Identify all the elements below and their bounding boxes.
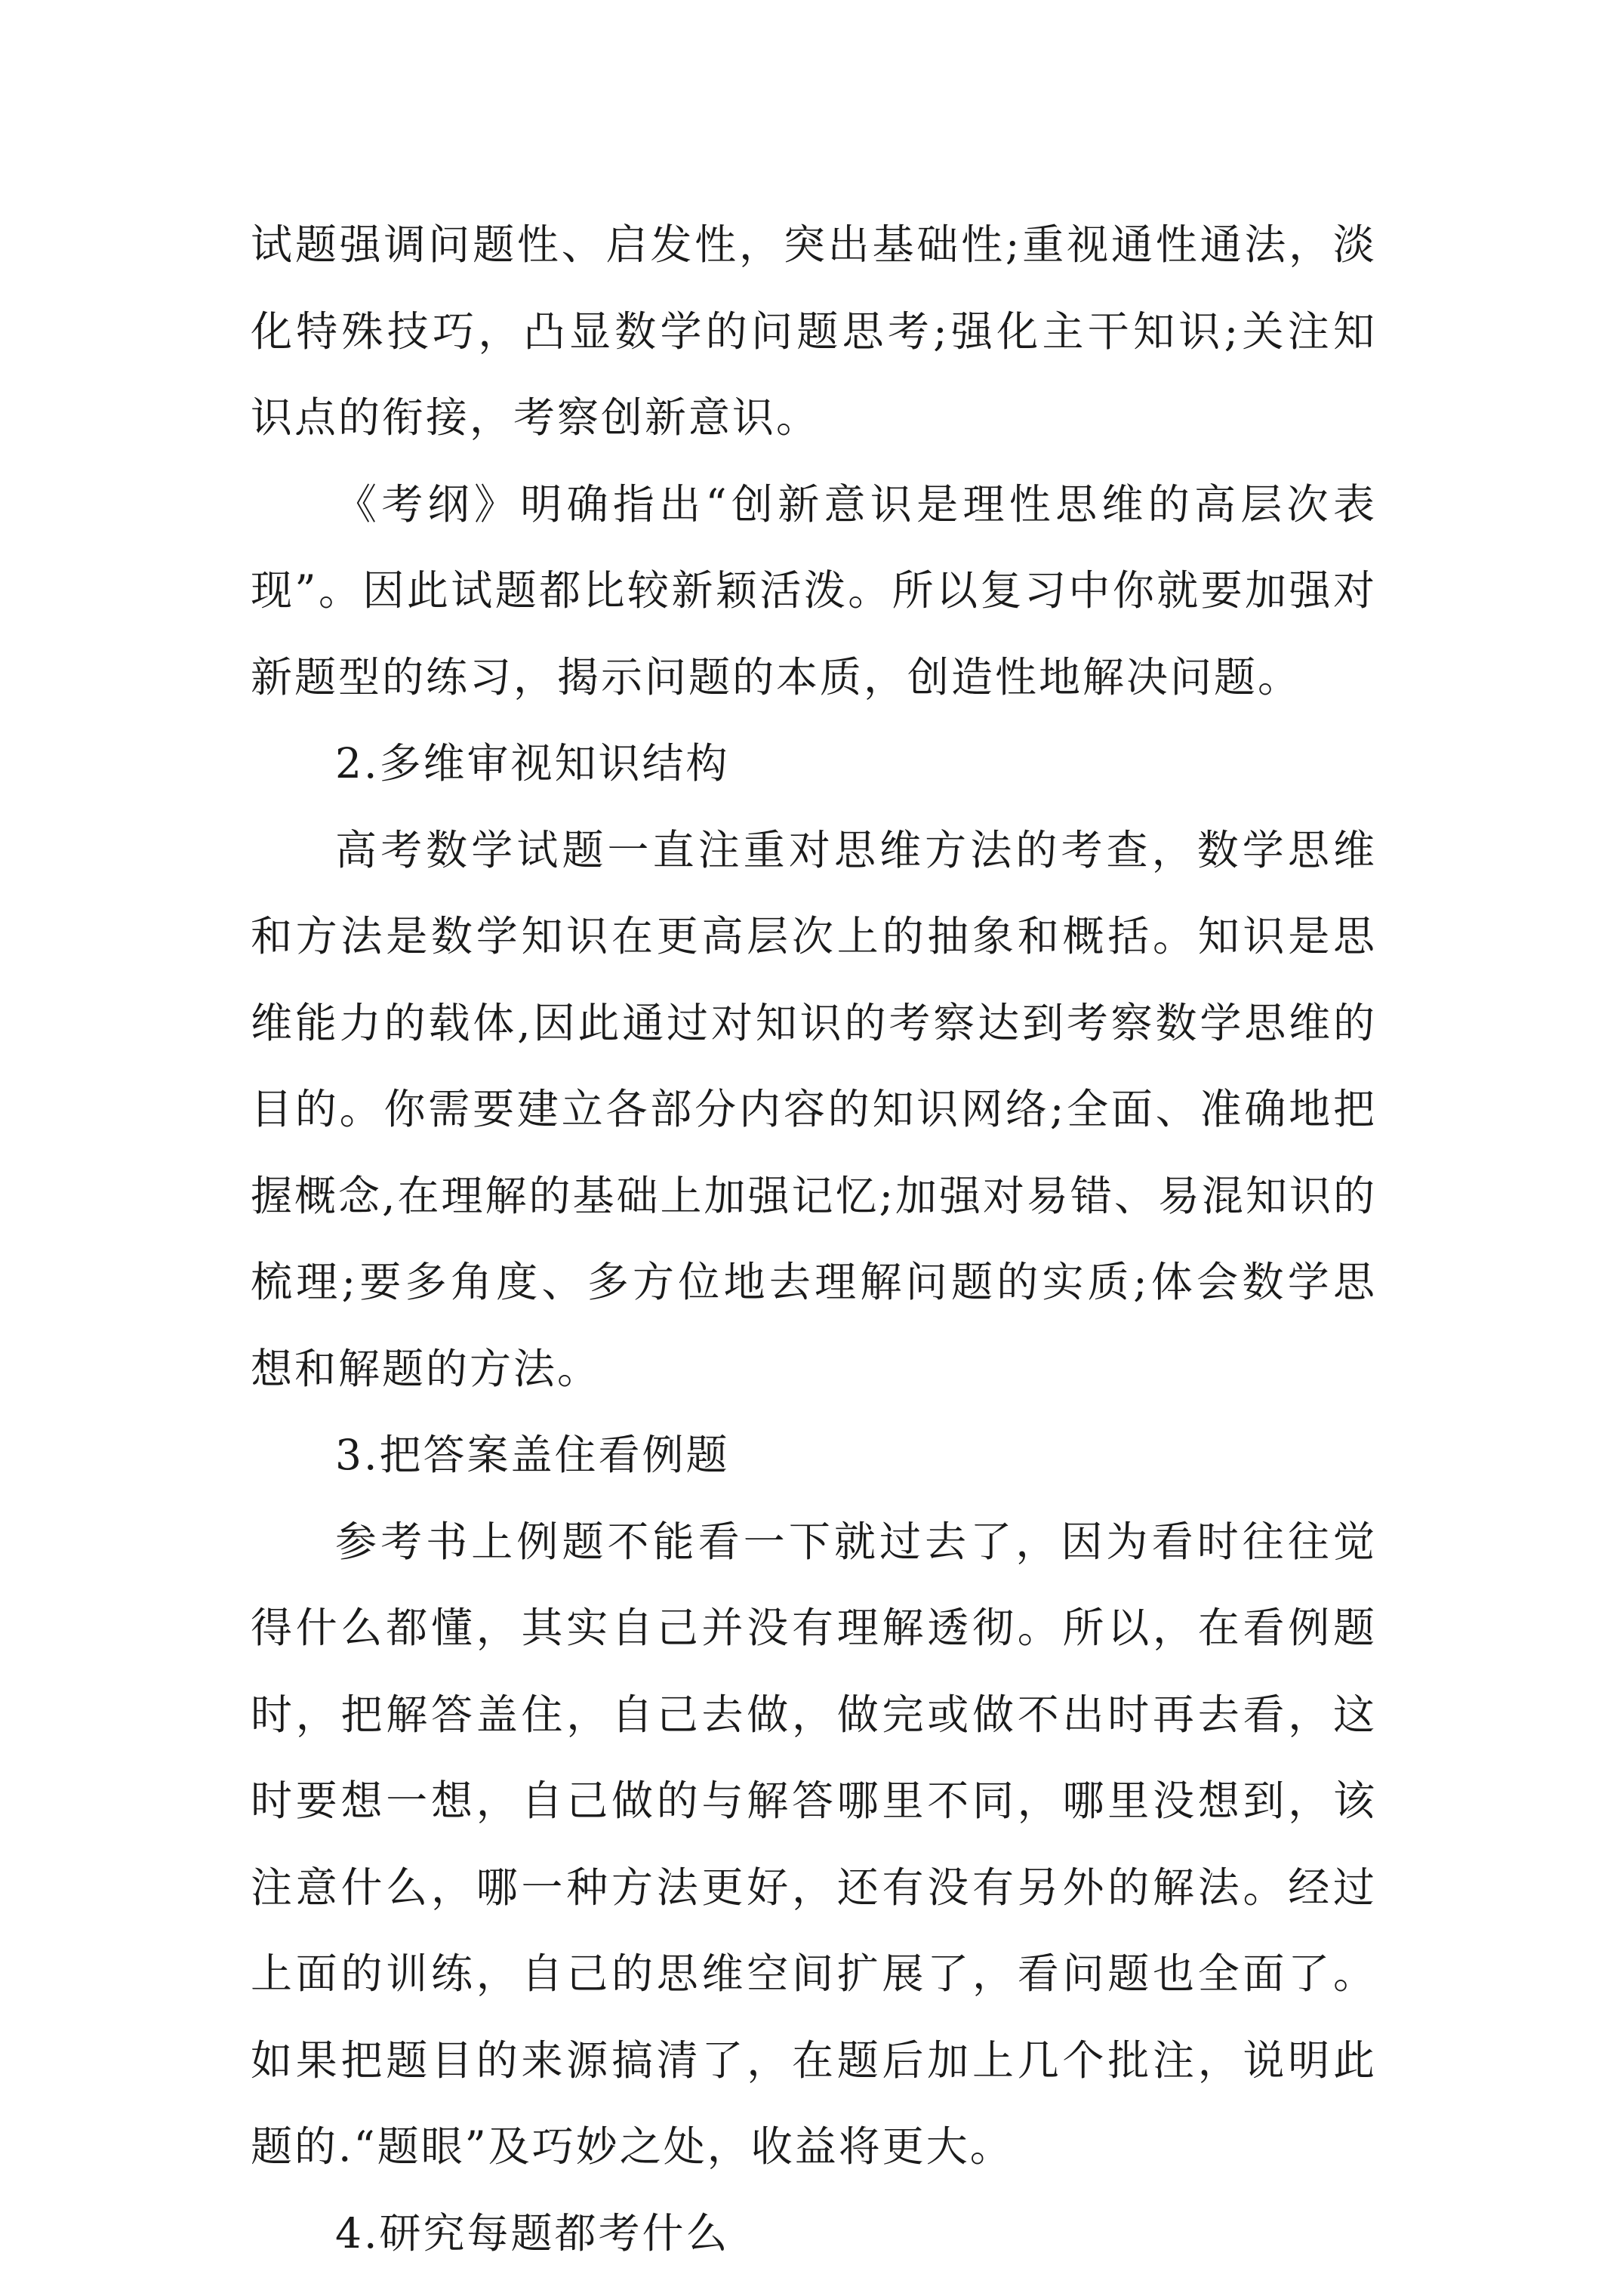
paragraph-knowledge-structure: 高考数学试题一直注重对思维方法的考查，数学思维和方法是数学知识在更高层次上的抽象和概括。知识是思维能力的载体,因此通过对知识的考察达到考察数学思维的目的。你需要建立各部分内容的知识网络;全面、准确地把握概念,在理解的基础上加强记忆;加强对易错、易混知识的梳理;要多角度、多方位地去理解问题的实质;体会数学思想和解题的方法。 <box>251 825 1378 1393</box>
paragraph-innovation: 《考纲》明确指出“创新意识是理性思维的高层次表现”。因此试题都比较新颖活泼。所以复习中你就要加强对新题型的练习，揭示问题的本质，创造性地解决问题。 <box>251 479 1377 701</box>
document-body <box>251 202 1377 2276</box>
paragraph-exam-features: 试题强调问题性、启发性，突出基础性;重视通性通法，淡化特殊技巧，凸显数学的问题思考;强化主干知识;关注知识点的衔接，考察创新意识。 <box>251 220 1377 442</box>
section-heading-3: 3.把答案盖住看例题 <box>335 1431 730 1479</box>
paragraph-cover-answers: 参考书上例题不能看一下就过去了，因为看时往往觉得什么都懂，其实自己并没有理解透彻。所以，在看例题时，把解答盖住，自己去做，做完或做不出时再去看，这时要想一想，自己做的与解答哪里不同，哪里没想到，该注意什么，哪一种方法更好，还有没有另外的解法。经过上面的训练，自己的思维空间扩展了，看问题也全面了。如果把题目的来源搞清了，在题后加上几个批注，说明此题的.“题眼”及巧妙之处，收益将更大。 <box>251 1517 1377 2171</box>
section-heading-2: 2.多维审视知识结构 <box>335 739 730 787</box>
section-heading-4: 4.研究每题都考什么 <box>335 2208 730 2257</box>
